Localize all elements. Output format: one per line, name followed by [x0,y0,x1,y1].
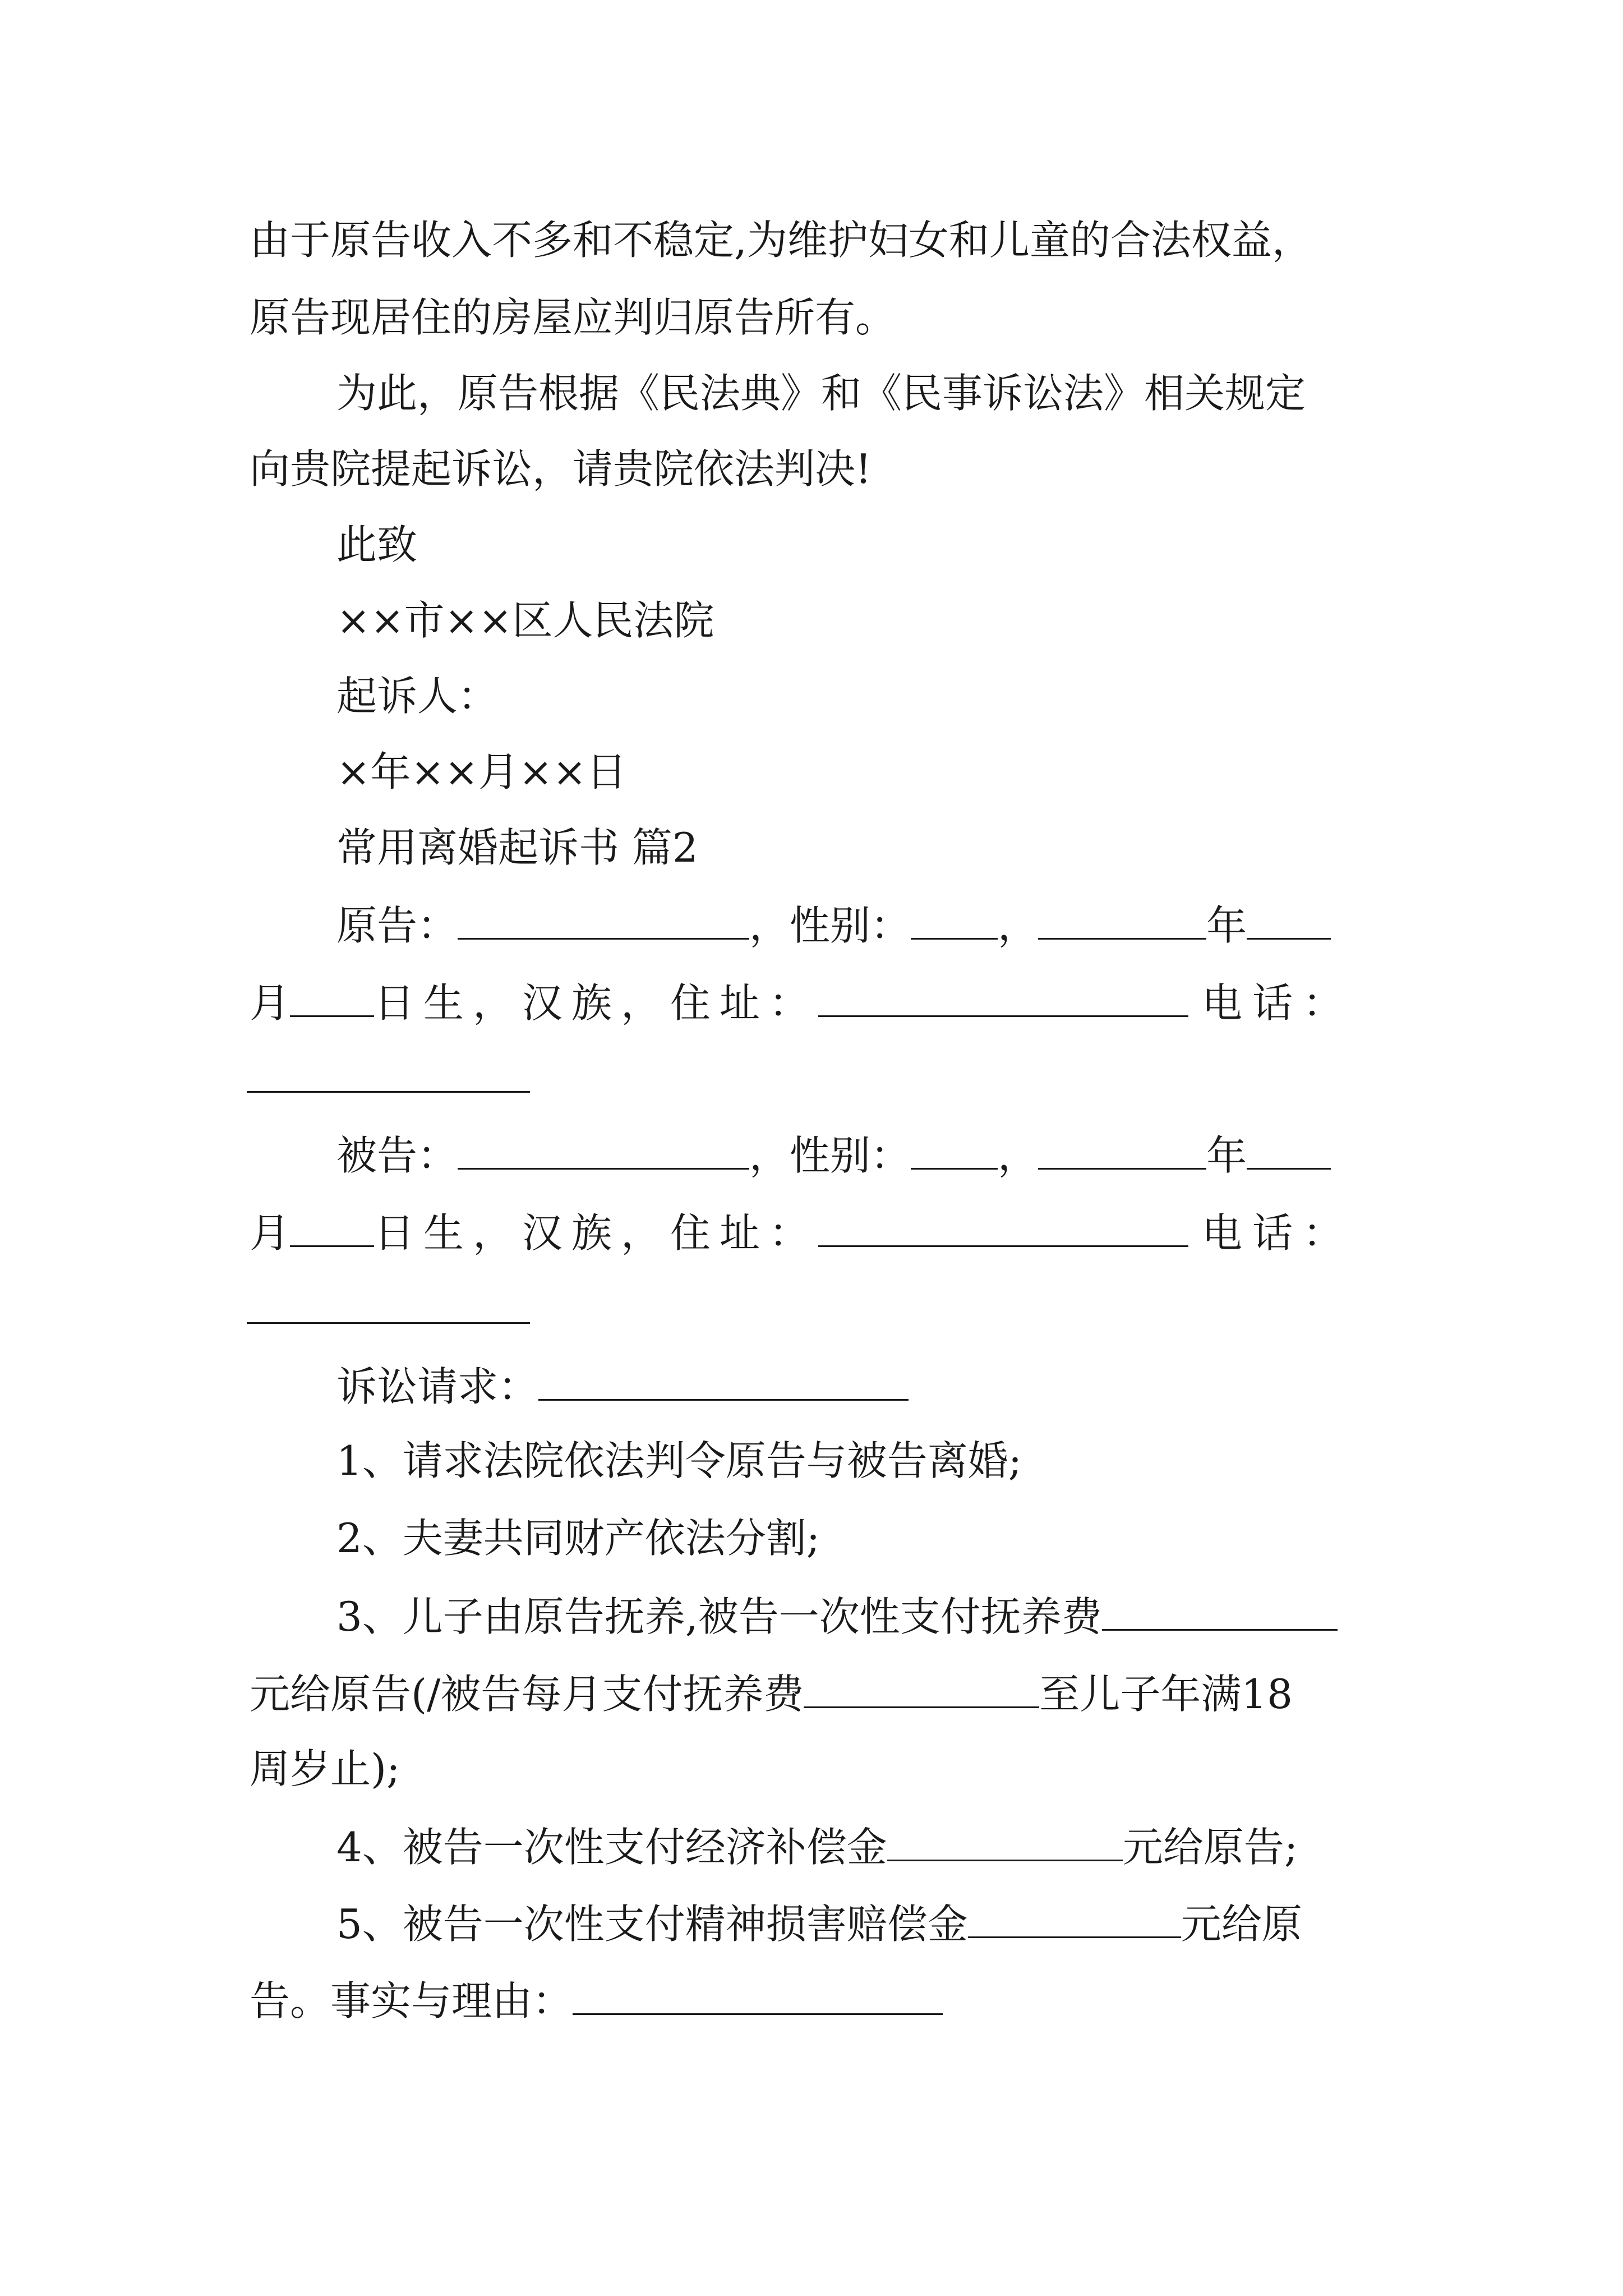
section-title: 常用离婚起诉书 篇2 [336,824,698,871]
plaintiff-address-blank [818,981,1188,1017]
claims-blank [538,1364,909,1401]
defendant-line-2: 月 日生，汉族，住址： 电话： [250,1209,1354,1257]
paragraph-line: 由于原告收入不多和不稳定,为维护妇女和儿童的合法权益， [250,217,1312,264]
plaintiff-name-blank [458,903,749,940]
paragraph-line: 为此，原告根据《民法典》和《民事诉讼法》相关规定 [336,370,1306,417]
facts-reasons-blank [573,1978,943,2015]
plaintiff-line-2: 月 日生，汉族，住址： 电话： [250,979,1354,1027]
paragraph-line: 向贵院提起诉讼，请贵院依法判决! [250,445,872,493]
defendant-phone-blank [247,1322,530,1324]
defendant-address-blank [818,1211,1188,1247]
defendant-line: 被告： ，性别： ， 年 [336,1133,1331,1176]
plaintiff-signature-label: 起诉人： [336,673,499,720]
claim-item-5: 5、被告一次性支付精神损害赔偿金 元给原 [336,1901,1302,1948]
defendant-year-blank [1038,1133,1206,1170]
paragraph-line: 原告现居住的房屋应判归原告所有。 [250,294,896,341]
date-line: ×年××月××日 [336,748,627,795]
claim-item-1: 1、请求法院依法判令原告与被告离婚; [336,1437,1022,1484]
plaintiff-phone-blank [247,1091,530,1093]
claim-item-4: 4、被告一次性支付经济补偿金 元给原告; [336,1824,1298,1871]
defendant-name-blank [458,1133,749,1170]
plaintiff-gender-blank [911,903,998,940]
damages-blank [968,1902,1181,1938]
support-fee-monthly-blank [804,1672,1039,1708]
claim-item-3-cont: 元给原告(/被告每月支付抚养费 至儿子年满18 [250,1671,1293,1718]
plaintiff-day-blank [290,981,374,1017]
plaintiff-line: 原告： ，性别： ， 年 [336,903,1331,946]
defendant-day-blank [290,1211,374,1247]
claims-heading: 诉讼请求： [336,1364,909,1407]
compensation-blank [887,1825,1123,1861]
support-fee-lump-blank [1102,1594,1338,1631]
plaintiff-year-blank [1038,903,1206,940]
defendant-month-blank [1247,1133,1331,1170]
salutation: 此致 [336,521,418,568]
defendant-gender-blank [911,1133,998,1170]
facts-reasons-line: 告。事实与理由： [250,1978,943,2021]
plaintiff-month-blank [1247,903,1331,940]
claim-item-3-end: 周岁止); [250,1745,400,1792]
claim-item-2: 2、夫妻共同财产依法分割; [336,1515,820,1562]
claim-item-3: 3、儿子由原告抚养,被告一次性支付抚养费 [336,1594,1338,1637]
court-name: ××市××区人民法院 [336,597,714,644]
